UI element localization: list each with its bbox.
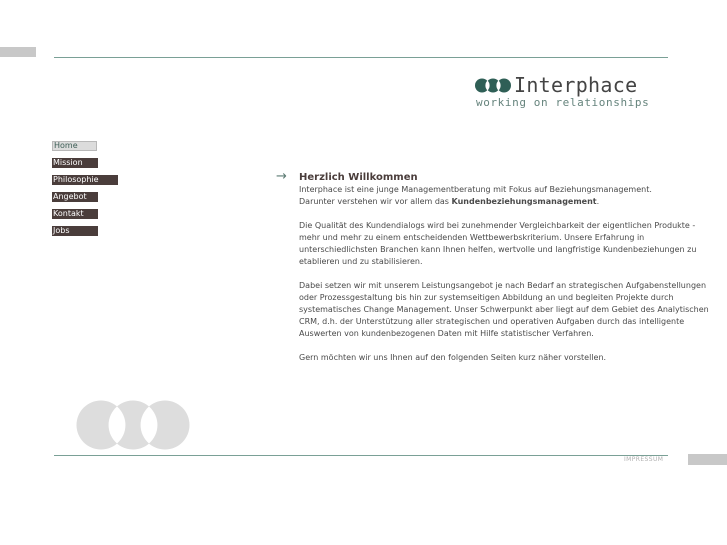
- welcome-text: [299, 184, 709, 376]
- intro-line-2-prefix: Darunter verstehen wir vor allem das: [299, 197, 452, 206]
- logo-tagline: working on relationships: [476, 96, 650, 109]
- nav-item-home[interactable]: Home: [52, 141, 97, 151]
- impressum-link[interactable]: IMPRESSUM: [624, 456, 664, 463]
- bottom-divider: [54, 455, 668, 456]
- logo-wordmark: Interphace: [514, 73, 638, 97]
- intro-line-1: Interphace ist eine junge Managementberatung mit Fokus auf Beziehungsmanagement.: [299, 185, 652, 194]
- logo-circles-icon: [474, 78, 512, 93]
- decorative-circles-icon: [76, 400, 190, 450]
- intro-line-2-bold: Kundenbeziehungsmanagement: [451, 197, 597, 206]
- top-divider: [54, 57, 668, 58]
- intro-line-2-suffix: .: [596, 197, 600, 206]
- nav-item-angebot[interactable]: Angebot: [52, 192, 98, 202]
- services-paragraph: Dabei setzen wir mit unserem Leistungsangebot je nach Bedarf an strategischen Aufgabenstellungen oder Prozessgestaltung bis hin zur systemseitigen Abbildung an und begleiten Projekte durch systematisches Change Management. Unser Schwerpunkt aber liegt auf dem Gebiet des Analytischen CRM, d.h. der Unterstützung aller strategischen und operativen Aufgaben durch das intelligente Auswerten von kundenbezogenen Daten mit Hilfe statistischer Verfahren.: [299, 281, 709, 338]
- top-left-corner-tab: [0, 47, 36, 57]
- nav-item-philosophie[interactable]: Philosophie: [52, 175, 118, 185]
- intro-paragraph: [299, 184, 709, 208]
- bottom-right-corner-tab: [688, 454, 727, 465]
- quality-paragraph: Die Qualität des Kundendialogs wird bei zunehmender Vergleichbarkeit der eigentlichen Produkte - mehr und mehr zu einem entscheidenden Wettbewerbskriterium. Unsere Erfahrung in unterschiedlichsten Branchen kann Ihnen helfen, wertvolle und langfristige Kundenbeziehungen zu etablieren und zu stabilisieren.: [299, 221, 697, 266]
- page-title: Herzlich Willkommen: [299, 172, 418, 183]
- closing-paragraph: Gern möchten wir uns Ihnen auf den folgenden Seiten kurz näher vorstellen.: [299, 353, 607, 362]
- logo: [474, 74, 654, 114]
- nav-item-jobs[interactable]: Jobs: [52, 226, 98, 236]
- arrow-right-icon: →: [276, 169, 287, 184]
- nav-item-mission[interactable]: Mission: [52, 158, 98, 168]
- nav-item-kontakt[interactable]: Kontakt: [52, 209, 98, 219]
